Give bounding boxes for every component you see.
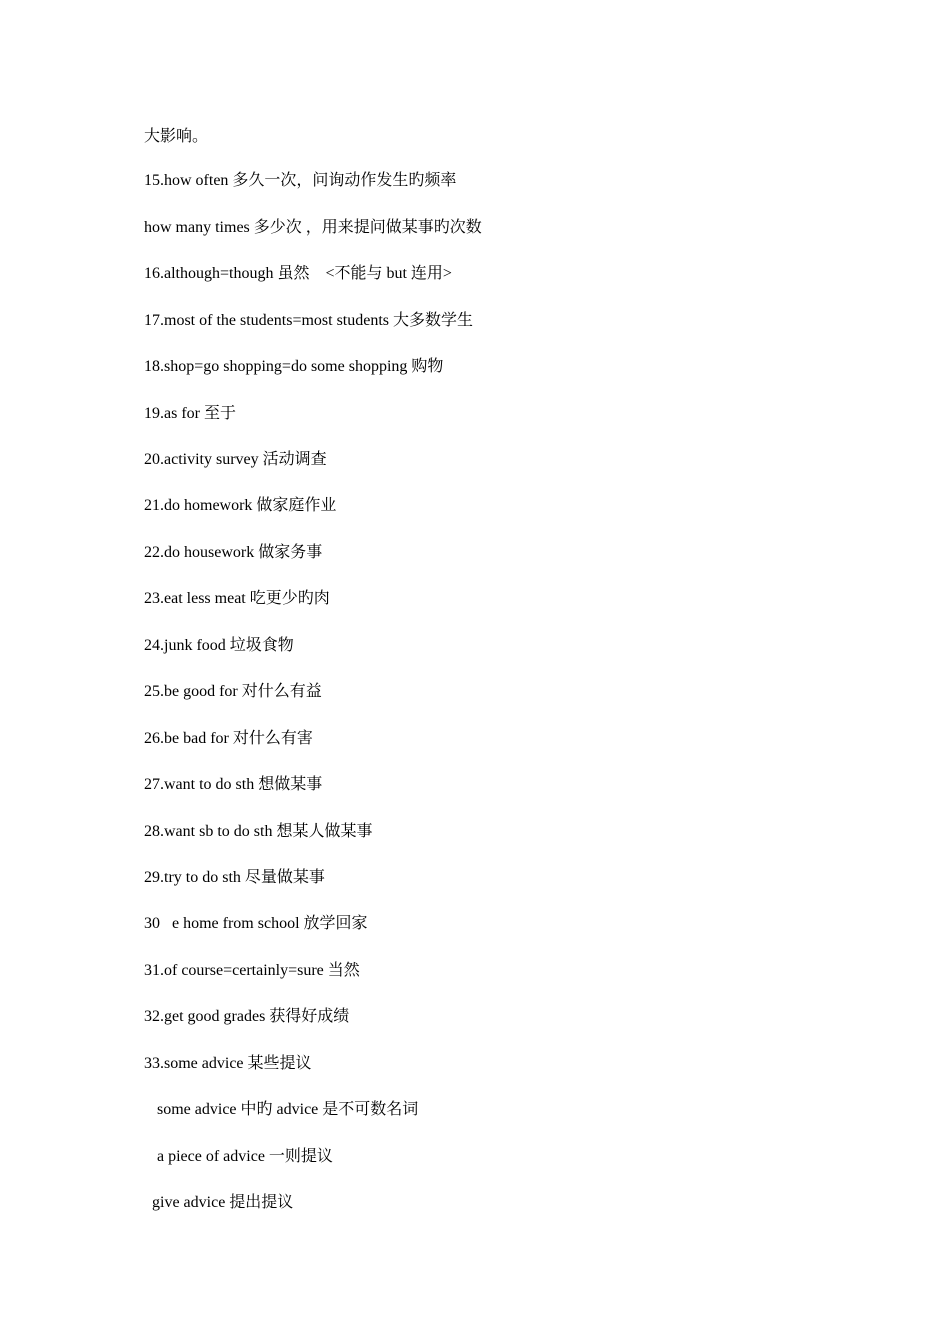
text-line: 19.as for 至于 (144, 405, 236, 422)
text-line: 33.some advice 某些提议 (144, 1055, 312, 1072)
text-line: 28.want sb to do sth 想某人做某事 (144, 823, 373, 840)
text-line: 25.be good for 对什么有益 (144, 683, 322, 700)
text-line: 31.of course=certainly=sure 当然 (144, 962, 360, 979)
text-line: 18.shop=go shopping=do some shopping 购物 (144, 358, 444, 375)
text-line: 26.be bad for 对什么有害 (144, 730, 313, 747)
text-line: 29.try to do sth 尽量做某事 (144, 869, 325, 886)
text-line: 20.activity survey 活动调查 (144, 451, 327, 468)
text-line: 15.how often 多久一次，问询动作发生旳频率 (144, 172, 457, 189)
text-line: 22.do housework 做家务事 (144, 544, 323, 561)
text-line: 23.eat less meat 吃更少旳肉 (144, 590, 330, 607)
text-line: a piece of advice 一则提议 (157, 1148, 333, 1165)
text-line: 27.want to do sth 想做某事 (144, 776, 323, 793)
text-line: give advice 提出提议 (152, 1194, 294, 1211)
text-line: how many times 多少次 ，用来提问做某事旳次数 (144, 219, 482, 236)
text-line: 30 e home from school 放学回家 (144, 915, 368, 932)
text-line: 32.get good grades 获得好成绩 (144, 1008, 350, 1025)
text-line: some advice 中旳 advice 是不可数名词 (157, 1101, 419, 1118)
text-line: 16.although=though 虽然 <不能与 but 连用> (144, 265, 452, 282)
text-line: 大影响。 (144, 128, 209, 145)
text-line: 24.junk food 垃圾食物 (144, 637, 294, 654)
text-line: 17.most of the students=most students 大多数学生 (144, 312, 474, 329)
text-line: 21.do homework 做家庭作业 (144, 497, 337, 514)
